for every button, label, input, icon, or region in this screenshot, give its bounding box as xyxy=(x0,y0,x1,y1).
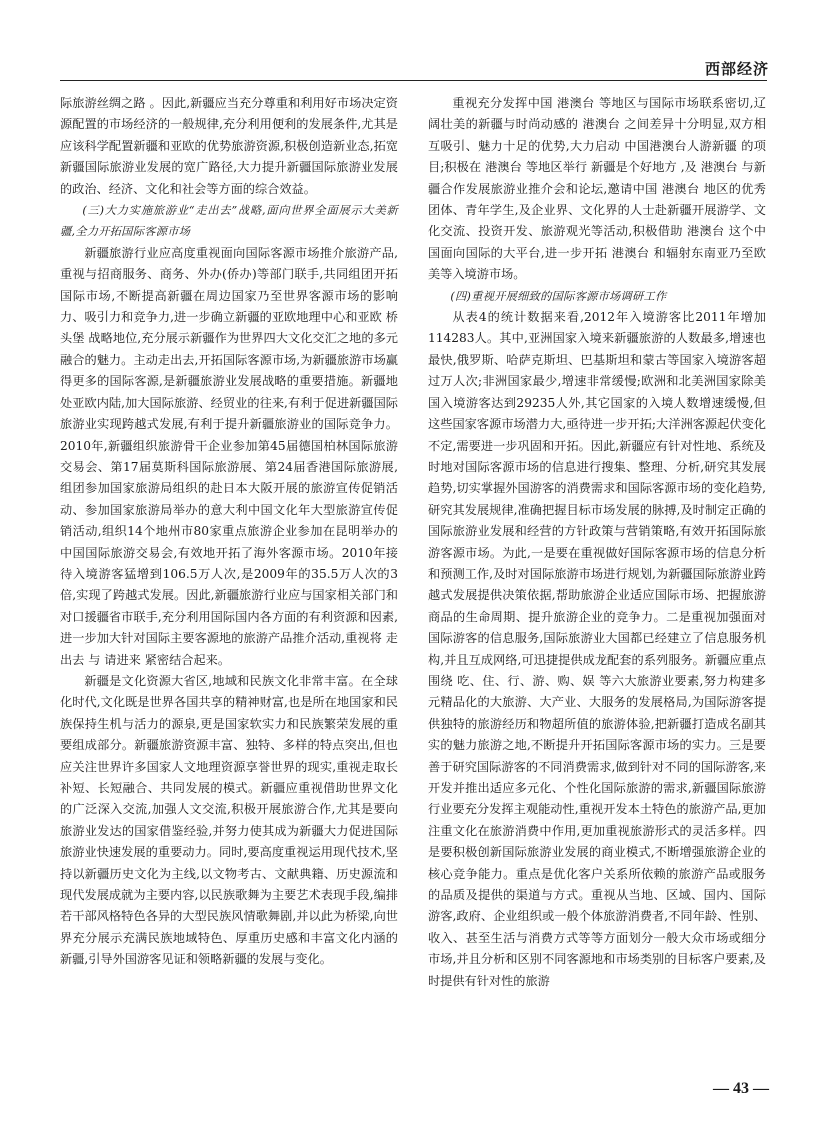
section-heading: (四)重视开展细致的国际客源市场调研工作 xyxy=(450,289,667,303)
paragraph: 新疆旅游行业应高度重视面向国际客源市场推介旅游产品,重视与招商服务、商务、外办(侨办)等部门联手,共同组团开拓国际市场,不断提高新疆在周边国家乃至世界客源市场的影响力、吸引力和竞争力,进一步确立新疆的亚欧地理中心和亚欧 桥头堡 战略地位,充分展示新疆作为世界四大文化交汇之地的多元融合的魅力。主动走出去,开拓国际客源市场,为新疆旅游市场赢得更多的国际客源,是新疆旅游业发展战略的重要措施。新疆地处亚欧内陆,加大国际旅游、经贸业的往来,有利于促进新疆国际旅游业实现跨越式发展,有利于提升新疆旅游业的国际竞争力。2010年,新疆组织旅游骨干企业参加第45届德国柏林国际旅游交易会、第17届莫斯科国际旅游展、第24届香港国际旅游展,组团参加国家旅游局组织的赴日本大阪开展的旅游宣传促销活动、参加国家旅游局举办的意大利中国文化年大型旅游宣传促销活动,组织14个地州市80家重点旅游企业参加在昆明举办的中国国际旅游交易会,有效地开拓了海外客源市场。2010年接待入境游客猛增到106.5万人次,是2009年的35.5万人次的3倍,实现了跨越式发展。因此,新疆旅游行业应与国家相关部门和对口援疆省市联手,充分利用国际国内各方面的有利资源和因素,进一步加大针对国际主要客源地的旅游产品推介活动,重视将 走出去 与 请进来 紧密结合起来。 xyxy=(60,245,398,667)
left-column xyxy=(60,93,398,971)
paragraph: 际旅游丝绸之路 。因此,新疆应当充分尊重和利用好市场决定资源配置的市场经济的一般规律,充分利用便利的发展条件,尤其是应该科学配置新疆和亚欧的优势旅游资源,积极创造新业态,拓宽新疆国际旅游业发展的宽广路径,大力提升新疆国际旅游业发展的政治、经济、文化和社会等方面的综合效益。 xyxy=(60,96,398,196)
paragraph: 新疆是文化资源大省区,地域和民族文化非常丰富。在全球化时代,文化既是世界各国共享的精神财富,也是所在地国家和民族保持生机与活力的源泉,更是国家软实力和民族繁荣发展的重要组成部分。新疆旅游资源丰富、独特、多样的特点突出,但也应关注世界许多国家人文地理资源享誉世界的现实,重视走取长补短、长短融合、共同发展的模式。新疆应重视借助世界文化的广泛深入交流,加强人文交流,积极开展旅游合作,尤其是要向旅游业发达的国家借鉴经验,并努力使其成为新疆大力促进国际旅游业快速发展的重要动力。同时,要高度重视运用现代技术,坚持以新疆历史文化为主线,以文物考古、文献典籍、历史源流和现代发展成就为主要内容,以民族歌舞为主要艺术表现手段,编排若干部风格特色各异的大型民族风情歌舞剧,并以此为桥梁,向世界充分展示充满民族地域特色、厚重历史感和丰富文化内涵的新疆,引导外国游客见证和领略新疆的发展与变化。 xyxy=(60,673,398,967)
paragraph: 从表4的统计数据来看,2012年入境游客比2011年增加114283人。其中,亚洲国家入境来新疆旅游的人数最多,增速也最快,俄罗斯、哈萨克斯坦、巴基斯坦和蒙古等国家入境游客超过万人次;非洲国家最少,增速非常缓慢;欧洲和北美洲国家除美国入境游客达到29235人外,其它国家的入境人数增速缓慢,但这些国家客源市场潜力大,亟待进一步开拓;大洋洲客源起伏变化不定,需要进一步巩固和开拓。因此,新疆应有针对性地、系统及时地对国际客源市场的信息进行搜集、整理、分析,研究其发展趋势,切实掌握外国游客的消费需求和国际客源市场的变化趋势,研究其发展规律,准确把握目标市场发展的脉搏,及时制定正确的国际旅游业发展和经营的方针政策与营销策略,有效开拓国际旅游客源市场。为此,一是要在重视做好国际客源市场的信息分析和预测工作,及时对国际旅游市场进行规划,为新疆国际旅游业跨越式发展提供决策依据,帮助旅游企业适应国际市场、把握旅游商品的生命周期、提升旅游企业的竞争力。二是重视加强面对国际游客的信息服务,国际旅游业大国都已经建立了信息服务机构,并且互成网络,可迅捷提供成龙配套的系列服务。新疆应重点围绕 吃、住、行、游、购、娱 等六大旅游业要素,努力构建多元精品化的大旅游、大产业、大服务的发展格局,为国际游客提供独特的旅游经历和物超所值的旅游体验,把新疆打造成名副其实的魅力旅游之地,不断提升开拓国际客源市场的实力。三是要善于研究国际游客的不同消费需求,做到针对不同的国际游客,来开发并推出适应多元化、个性化国际旅游的需求,新疆国际旅游行业要充分发挥主观能动性,重视开发本土特色的旅游产品,更加注重文化在旅游消费中作用,更加重视旅游形式的灵活多样。四是要积极创新国际旅游业发展的商业模式,不断增强旅游企业的核心竞争能力。重点是优化客户关系所依赖的旅游产品或服务的品质及提供的渠道与方式。重视从当地、区域、国内、国际游客,政府、企业组织或一般个体旅游消费者,不同年龄、性别、收入、甚至生活与消费方式等等方面划分一般大众市场或细分市场,并且分析和区别不同客源地和市场类别的目标客户要素,及时提供有针对性的旅游 xyxy=(428,310,766,988)
right-column xyxy=(428,93,766,992)
section-heading: (三)大力实施旅游业“走出去”战略,面向世界全面展示大美新疆,全力开拓国际客源市场 xyxy=(60,204,398,239)
page-number: — 43 — xyxy=(713,1080,769,1097)
paragraph: 重视充分发挥中国 港澳台 等地区与国际市场联系密切,辽阔壮美的新疆与时尚动感的 港澳台 之间差异十分明显,双方相互吸引、魅力十足的优势,大力启动 中国港澳台人游新疆 的项目;积极在 港澳台 等地区举行 新疆是个好地方 ,及 港澳台 与新疆合作发展旅游业推介会和论坛,邀请中国 港澳台 地区的优秀团体、青年学生,及企业界、文化界的人士赴新疆开展游学、文化交流、投资开发、旅游观光等活动,积极借助 港澳台 这个中国面向国际的大平台,进一步开拓 港澳台 和辐射东南亚乃至欧美等入境游市场。 xyxy=(428,96,766,282)
journal-name: 西部经济 xyxy=(704,60,769,78)
header-rule xyxy=(60,80,767,81)
